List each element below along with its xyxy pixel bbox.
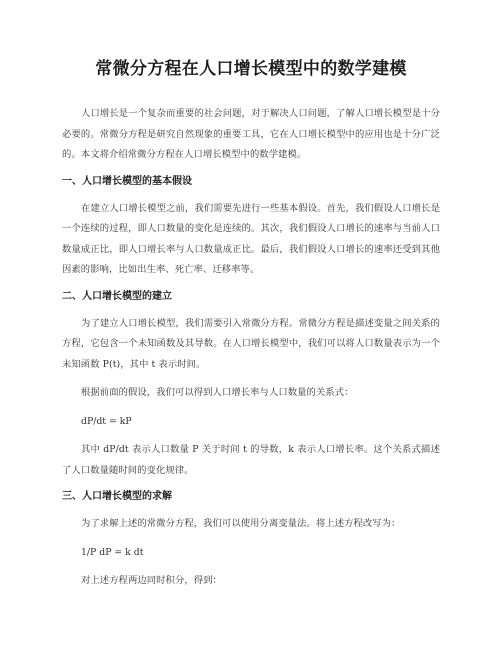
section-paragraph: 在建立人口增长模型之前，我们需要先进行一些基本假设。首先，我们假设人口增长是一个连续的过程，即人口数量的变化是连续的。其次，我们假设人口增长的速率与当前人口数量成正比，即人口增长率与人口数量成正比。最后，我们假设人口增长的速率还受到其他因素的影响，比如出生率、死亡率、迁移率等。 xyxy=(62,202,440,275)
section-assumptions xyxy=(62,174,440,281)
section-model-building xyxy=(62,289,440,482)
section-heading: 三、人口增长模型的求解 xyxy=(62,491,172,502)
intro-paragraph: 人口增长是一个复杂而重要的社会问题，对于解决人口问题，了解人口增长模型是十分必要的。常微分方程是研究自然现象的重要工具，它在人口增长模型中的应用也是十分广泛的。本文将介绍常微分方程在人口增长模型中的数学建模。 xyxy=(62,108,440,160)
section-solution xyxy=(62,489,440,592)
equation-separated: 1/P dP = k dt xyxy=(81,546,144,558)
equation-dp-dt: dP/dt = kP xyxy=(81,415,132,427)
section-paragraph: 为了建立人口增长模型，我们需要引入常微分方程。常微分方程是描述变量之间关系的方程，它包含一个未知函数及其导数。在人口增长模型中，我们可以将人口数量表示为一个未知函数 P(t)，其中 t 表示时间。 xyxy=(62,317,440,370)
section-paragraph: 对上述方程两边同时积分，得到： xyxy=(81,575,222,586)
section-paragraph: 根据前面的假设，我们可以得到人口增长率与人口数量的关系式： xyxy=(81,387,354,398)
section-heading: 一、人口增长模型的基本假设 xyxy=(62,175,192,187)
section-paragraph: 为了求解上述的常微分方程，我们可以使用分离变量法。将上述方程改写为： xyxy=(81,518,401,529)
section-paragraph: 其中 dP/dt 表示人口数量 P 关于时间 t 的导数，k 表示人口增长率。这个关系式描述了人口数量随时间的变化规律。 xyxy=(62,444,440,476)
section-heading: 二、人口增长模型的建立 xyxy=(62,290,172,302)
document-title: 常微分方程在人口增长模型中的数学建模 xyxy=(95,59,407,79)
